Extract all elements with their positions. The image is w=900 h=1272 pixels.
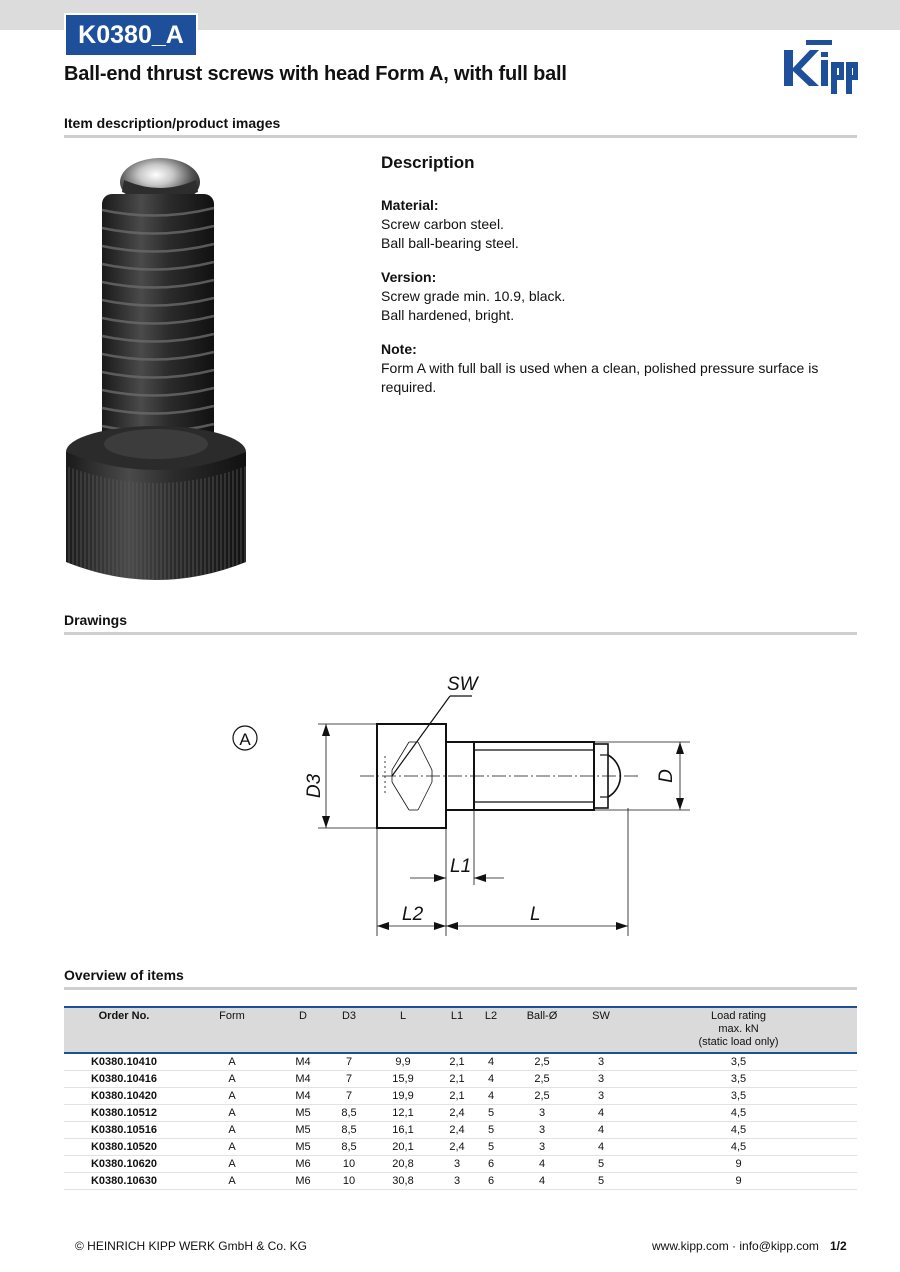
cell-l: 16,1 (372, 1122, 434, 1139)
footer-page-number: 1/2 (830, 1239, 847, 1253)
cell-d3: 8,5 (326, 1122, 372, 1139)
cell-load-rating: 3,5 (620, 1088, 857, 1105)
cell-sw: 5 (582, 1173, 620, 1190)
label-sw: SW (447, 674, 478, 695)
cell-sw: 5 (582, 1156, 620, 1173)
product-image (64, 152, 248, 590)
version-line-2: Ball hardened, bright. (381, 307, 515, 323)
cell-d3: 10 (326, 1156, 372, 1173)
cell-l2: 6 (480, 1156, 502, 1173)
cell-sw: 4 (582, 1122, 620, 1139)
table-row (64, 1139, 857, 1156)
header-d3: D3 (326, 1007, 372, 1053)
cell-sw: 4 (582, 1105, 620, 1122)
cell-ball: 4 (502, 1173, 582, 1190)
cell-l: 9,9 (372, 1053, 434, 1071)
cell-d: M4 (280, 1053, 326, 1071)
cell-d: M5 (280, 1105, 326, 1122)
cell-d3: 8,5 (326, 1105, 372, 1122)
footer-copyright: © HEINRICH KIPP WERK GmbH & Co. KG (75, 1239, 307, 1253)
cell-form: A (184, 1053, 280, 1071)
form-marker: A (239, 730, 251, 749)
cell-ball: 2,5 (502, 1071, 582, 1088)
footer-contact[interactable]: www.kipp.com · info@kipp.com (652, 1239, 819, 1253)
cell-l1: 2,4 (434, 1122, 480, 1139)
cell-order-no: K0380.10410 (64, 1053, 184, 1071)
cell-l2: 4 (480, 1071, 502, 1088)
cell-form: A (184, 1139, 280, 1156)
section-rule (64, 632, 857, 635)
cell-ball: 2,5 (502, 1053, 582, 1071)
cell-l: 19,9 (372, 1088, 434, 1105)
cell-load-rating: 4,5 (620, 1105, 857, 1122)
cell-d3: 7 (326, 1053, 372, 1071)
cell-l2: 4 (480, 1053, 502, 1071)
cell-sw: 3 (582, 1053, 620, 1071)
label-l1: L1 (450, 856, 472, 877)
cell-ball: 4 (502, 1156, 582, 1173)
table-row (64, 1156, 857, 1173)
header-load-rating (620, 1007, 857, 1053)
version-line-1: Screw grade min. 10.9, black. (381, 288, 566, 304)
section-heading-drawings: Drawings (64, 612, 128, 628)
version-label: Version: (381, 269, 437, 285)
cell-d3: 8,5 (326, 1139, 372, 1156)
table-row (64, 1053, 857, 1071)
table-row (64, 1122, 857, 1139)
cell-load-rating: 4,5 (620, 1139, 857, 1156)
cell-form: A (184, 1173, 280, 1190)
cell-d3: 7 (326, 1071, 372, 1088)
header-sw: SW (582, 1007, 620, 1053)
kipp-logo (784, 38, 858, 94)
cell-d: M5 (280, 1122, 326, 1139)
cell-ball: 2,5 (502, 1088, 582, 1105)
cell-form: A (184, 1122, 280, 1139)
cell-l2: 4 (480, 1088, 502, 1105)
material-text (381, 215, 861, 253)
cell-l1: 3 (434, 1173, 480, 1190)
description-heading: Description (381, 153, 475, 172)
header-load-line-1: Load rating (710, 1010, 767, 1022)
cell-l: 12,1 (372, 1105, 434, 1122)
table-row (64, 1071, 857, 1088)
section-rule (64, 135, 857, 138)
cell-load-rating: 9 (620, 1173, 857, 1190)
cell-l1: 3 (434, 1156, 480, 1173)
cell-l2: 5 (480, 1122, 502, 1139)
material-line-2: Ball ball-bearing steel. (381, 235, 519, 251)
note-label: Note: (381, 341, 417, 357)
header-l1: L1 (434, 1007, 480, 1053)
table-body (64, 1053, 857, 1190)
cell-form: A (184, 1088, 280, 1105)
cell-load-rating: 9 (620, 1156, 857, 1173)
cell-l: 15,9 (372, 1071, 434, 1088)
label-l2: L2 (402, 904, 424, 925)
cell-d3: 10 (326, 1173, 372, 1190)
cell-l2: 5 (480, 1105, 502, 1122)
table-row (64, 1105, 857, 1122)
cell-order-no: K0380.10520 (64, 1139, 184, 1156)
cell-l: 20,1 (372, 1139, 434, 1156)
label-d: D (656, 769, 677, 783)
cell-d: M5 (280, 1139, 326, 1156)
table-header-row (64, 1007, 857, 1053)
header-load-line-3: (static load only) (698, 1036, 779, 1048)
cell-form: A (184, 1156, 280, 1173)
cell-d3: 7 (326, 1088, 372, 1105)
cell-load-rating: 3,5 (620, 1071, 857, 1088)
technical-drawing (220, 660, 700, 950)
cell-form: A (184, 1071, 280, 1088)
cell-l: 30,8 (372, 1173, 434, 1190)
cell-order-no: K0380.10512 (64, 1105, 184, 1122)
table-row (64, 1173, 857, 1190)
cell-l1: 2,1 (434, 1088, 480, 1105)
material-label: Material: (381, 197, 439, 213)
cell-load-rating: 3,5 (620, 1053, 857, 1071)
cell-order-no: K0380.10620 (64, 1156, 184, 1173)
header-form: Form (184, 1007, 280, 1053)
cell-d: M6 (280, 1156, 326, 1173)
product-code-badge: K0380_A (64, 13, 198, 57)
cell-l2: 5 (480, 1139, 502, 1156)
cell-l1: 2,4 (434, 1139, 480, 1156)
material-line-1: Screw carbon steel. (381, 216, 504, 232)
description-block (381, 152, 861, 412)
header-ball: Ball-Ø (502, 1007, 582, 1053)
cell-ball: 3 (502, 1139, 582, 1156)
cell-ball: 3 (502, 1122, 582, 1139)
cell-order-no: K0380.10420 (64, 1088, 184, 1105)
cell-order-no: K0380.10630 (64, 1173, 184, 1190)
cell-order-no: K0380.10416 (64, 1071, 184, 1088)
header-order-no: Order No. (64, 1007, 184, 1053)
table-row (64, 1088, 857, 1105)
cell-l1: 2,1 (434, 1071, 480, 1088)
cell-load-rating: 4,5 (620, 1122, 857, 1139)
page-title: Ball-end thrust screws with head Form A, with full ball (64, 63, 567, 85)
cell-l: 20,8 (372, 1156, 434, 1173)
header-l: L (372, 1007, 434, 1053)
cell-sw: 3 (582, 1088, 620, 1105)
cell-l2: 6 (480, 1173, 502, 1190)
label-d3: D3 (304, 773, 325, 799)
cell-l1: 2,4 (434, 1105, 480, 1122)
cell-d: M4 (280, 1088, 326, 1105)
cell-sw: 3 (582, 1071, 620, 1088)
version-text (381, 287, 861, 325)
header-load-line-2: max. kN (718, 1023, 759, 1035)
cell-form: A (184, 1105, 280, 1122)
header-l2: L2 (480, 1007, 502, 1053)
cell-sw: 4 (582, 1139, 620, 1156)
items-table (64, 1006, 857, 1190)
cell-order-no: K0380.10516 (64, 1122, 184, 1139)
section-rule (64, 987, 857, 990)
cell-d: M6 (280, 1173, 326, 1190)
label-l: L (530, 904, 541, 925)
section-heading-images: Item description/product images (64, 115, 281, 131)
section-heading-overview: Overview of items (64, 967, 184, 983)
header-d: D (280, 1007, 326, 1053)
note-text: Form A with full ball is used when a clean, polished pressure surface is required. (381, 360, 819, 395)
cell-d: M4 (280, 1071, 326, 1088)
cell-ball: 3 (502, 1105, 582, 1122)
cell-l1: 2,1 (434, 1053, 480, 1071)
